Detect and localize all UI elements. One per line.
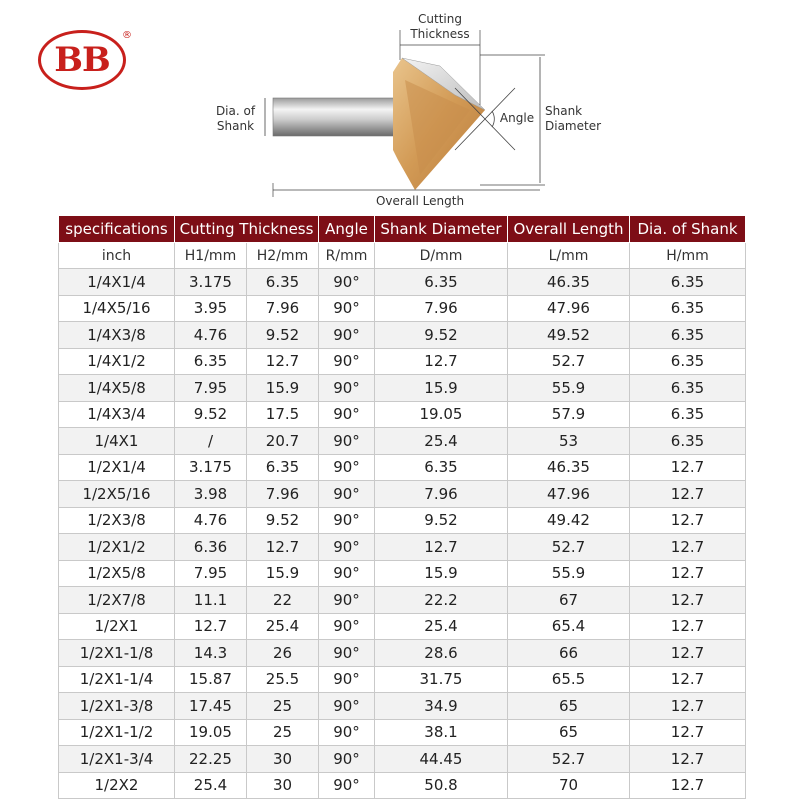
table-cell: 65.5 (508, 666, 630, 693)
table-cell: 1/4X1/2 (59, 348, 175, 375)
table-cell: 90° (319, 481, 375, 508)
table-cell: 15.9 (375, 560, 508, 587)
registered-mark: ® (122, 30, 132, 41)
table-row (59, 428, 746, 455)
table-cell: 90° (319, 772, 375, 799)
unit-cell: H/mm (630, 243, 746, 269)
header-cutting-thickness: Cutting Thickness (175, 216, 319, 243)
table-row (59, 534, 746, 561)
table-cell: 12.7 (630, 613, 746, 640)
table-cell: 44.45 (375, 746, 508, 773)
cutting-thickness-label (400, 12, 480, 42)
table-cell: 12.7 (375, 348, 508, 375)
spec-table (58, 215, 746, 799)
table-cell: 15.9 (375, 375, 508, 402)
table-cell: 25.4 (175, 772, 247, 799)
table-cell: 90° (319, 534, 375, 561)
table-row (59, 640, 746, 667)
table-cell: 12.7 (630, 560, 746, 587)
table-row (59, 746, 746, 773)
table-cell: 90° (319, 587, 375, 614)
table-cell: 38.1 (375, 719, 508, 746)
table-cell: 1/4X5/8 (59, 375, 175, 402)
table-cell: 90° (319, 666, 375, 693)
table-cell: 3.95 (175, 295, 247, 322)
table-cell: 3.175 (175, 454, 247, 481)
table-cell: 90° (319, 746, 375, 773)
table-cell: 1/2X1/2 (59, 534, 175, 561)
table-cell: 15.9 (247, 560, 319, 587)
dia-of-shank-line2: Shank (216, 119, 255, 133)
table-cell: 6.36 (175, 534, 247, 561)
table-cell: / (175, 428, 247, 455)
table-cell: 12.7 (247, 348, 319, 375)
table-cell: 9.52 (247, 507, 319, 534)
table-cell: 6.35 (630, 375, 746, 402)
header-dia-of-shank: Dia. of Shank (630, 216, 746, 243)
table-row (59, 481, 746, 508)
table-cell: 11.1 (175, 587, 247, 614)
table-cell: 1/2X1 (59, 613, 175, 640)
table-cell: 12.7 (630, 587, 746, 614)
table-cell: 90° (319, 507, 375, 534)
table-cell: 3.98 (175, 481, 247, 508)
table-cell: 12.7 (175, 613, 247, 640)
table-cell: 1/4X1 (59, 428, 175, 455)
table-cell: 57.9 (508, 401, 630, 428)
table-cell: 19.05 (375, 401, 508, 428)
table-cell: 12.7 (375, 534, 508, 561)
table-cell: 7.96 (375, 481, 508, 508)
table-cell: 6.35 (630, 401, 746, 428)
table-cell: 28.6 (375, 640, 508, 667)
table-row (59, 295, 746, 322)
table-cell: 25 (247, 719, 319, 746)
table-cell: 90° (319, 613, 375, 640)
table-cell: 12.7 (630, 534, 746, 561)
table-cell: 90° (319, 428, 375, 455)
cutting-thickness-line2: Thickness (410, 27, 470, 41)
cutting-thickness-line1: Cutting (418, 12, 462, 26)
table-cell: 52.7 (508, 348, 630, 375)
table-cell: 12.7 (630, 772, 746, 799)
table-row (59, 507, 746, 534)
unit-cell: inch (59, 243, 175, 269)
table-row (59, 560, 746, 587)
table-cell: 6.35 (630, 428, 746, 455)
table-cell: 90° (319, 719, 375, 746)
table-cell: 15.9 (247, 375, 319, 402)
table-cell: 90° (319, 322, 375, 349)
logo-text: BB (54, 40, 110, 80)
table-row (59, 613, 746, 640)
table-cell: 90° (319, 401, 375, 428)
table-row (59, 322, 746, 349)
table-cell: 1/2X1-1/4 (59, 666, 175, 693)
table-row (59, 693, 746, 720)
table-cell: 6.35 (247, 269, 319, 296)
table-cell: 19.05 (175, 719, 247, 746)
table-cell: 90° (319, 348, 375, 375)
table-cell: 49.52 (508, 322, 630, 349)
table-cell: 53 (508, 428, 630, 455)
table-cell: 1/2X1-3/4 (59, 746, 175, 773)
table-row (59, 269, 746, 296)
table-cell: 7.96 (247, 481, 319, 508)
table-cell: 90° (319, 295, 375, 322)
table-cell: 90° (319, 269, 375, 296)
table-cell: 12.7 (247, 534, 319, 561)
dia-of-shank-label (208, 104, 263, 134)
unit-cell: R/mm (319, 243, 375, 269)
table-cell: 7.95 (175, 375, 247, 402)
shank-diameter-line2: Diameter (545, 119, 602, 133)
table-cell: 6.35 (630, 295, 746, 322)
table-cell: 17.45 (175, 693, 247, 720)
table-cell: 52.7 (508, 746, 630, 773)
table-cell: 52.7 (508, 534, 630, 561)
table-cell: 6.35 (375, 454, 508, 481)
header-angle: Angle (319, 216, 375, 243)
table-cell: 7.96 (247, 295, 319, 322)
table-cell: 6.35 (630, 348, 746, 375)
table-row (59, 454, 746, 481)
table-cell: 1/2X1-1/2 (59, 719, 175, 746)
table-cell: 17.5 (247, 401, 319, 428)
table-cell: 12.7 (630, 666, 746, 693)
table-cell: 12.7 (630, 507, 746, 534)
shank-diameter-line1: Shank (545, 104, 583, 118)
table-cell: 1/4X3/8 (59, 322, 175, 349)
table-cell: 9.52 (375, 322, 508, 349)
table-cell: 6.35 (375, 269, 508, 296)
table-row (59, 401, 746, 428)
table-cell: 1/4X5/16 (59, 295, 175, 322)
table-cell: 90° (319, 693, 375, 720)
table-cell: 67 (508, 587, 630, 614)
table-cell: 25.4 (375, 428, 508, 455)
table-cell: 30 (247, 746, 319, 773)
table-cell: 1/2X7/8 (59, 587, 175, 614)
table-cell: 49.42 (508, 507, 630, 534)
table-cell: 1/2X1/4 (59, 454, 175, 481)
angle-label: Angle (499, 111, 535, 125)
table-row (59, 375, 746, 402)
table-cell: 55.9 (508, 375, 630, 402)
table-row (59, 719, 746, 746)
table-cell: 1/2X2 (59, 772, 175, 799)
table-cell: 90° (319, 454, 375, 481)
table-cell: 20.7 (247, 428, 319, 455)
table-cell: 22.2 (375, 587, 508, 614)
unit-cell: D/mm (375, 243, 508, 269)
table-cell: 65 (508, 719, 630, 746)
table-cell: 1/2X1-1/8 (59, 640, 175, 667)
table-cell: 1/2X1-3/8 (59, 693, 175, 720)
table-cell: 55.9 (508, 560, 630, 587)
header-shank-diameter: Shank Diameter (375, 216, 508, 243)
table-cell: 65.4 (508, 613, 630, 640)
table-cell: 1/2X5/16 (59, 481, 175, 508)
unit-cell: H1/mm (175, 243, 247, 269)
table-cell: 12.7 (630, 481, 746, 508)
table-cell: 25.4 (375, 613, 508, 640)
table-cell: 34.9 (375, 693, 508, 720)
table-cell: 25.5 (247, 666, 319, 693)
table-cell: 50.8 (375, 772, 508, 799)
table-cell: 9.52 (247, 322, 319, 349)
table-cell: 25 (247, 693, 319, 720)
table-cell: 65 (508, 693, 630, 720)
table-cell: 6.35 (630, 322, 746, 349)
table-row (59, 348, 746, 375)
table-cell: 1/4X1/4 (59, 269, 175, 296)
table-cell: 1/2X5/8 (59, 560, 175, 587)
table-row (59, 587, 746, 614)
unit-cell: L/mm (508, 243, 630, 269)
table-cell: 46.35 (508, 269, 630, 296)
table-cell: 1/2X3/8 (59, 507, 175, 534)
table-cell: 3.175 (175, 269, 247, 296)
table-cell: 46.35 (508, 454, 630, 481)
table-cell: 22.25 (175, 746, 247, 773)
table-cell: 4.76 (175, 322, 247, 349)
unit-cell: H2/mm (247, 243, 319, 269)
table-cell: 1/4X3/4 (59, 401, 175, 428)
table-cell: 12.7 (630, 746, 746, 773)
table-cell: 12.7 (630, 454, 746, 481)
table-cell: 66 (508, 640, 630, 667)
table-cell: 6.35 (247, 454, 319, 481)
table-cell: 12.7 (630, 693, 746, 720)
table-cell: 7.95 (175, 560, 247, 587)
shank-shape (273, 98, 395, 136)
table-cell: 90° (319, 640, 375, 667)
table-cell: 25.4 (247, 613, 319, 640)
header-row (59, 216, 746, 243)
dia-of-shank-line1: Dia. of (215, 104, 256, 118)
table-cell: 6.35 (175, 348, 247, 375)
table-cell: 14.3 (175, 640, 247, 667)
table-row (59, 772, 746, 799)
table-cell: 90° (319, 560, 375, 587)
table-cell: 30 (247, 772, 319, 799)
table-cell: 31.75 (375, 666, 508, 693)
table-cell: 9.52 (175, 401, 247, 428)
table-cell: 47.96 (508, 481, 630, 508)
table-cell: 7.96 (375, 295, 508, 322)
table-cell: 12.7 (630, 719, 746, 746)
table-cell: 22 (247, 587, 319, 614)
table-cell: 70 (508, 772, 630, 799)
overall-length-label: Overall Length (375, 194, 465, 208)
table-cell: 15.87 (175, 666, 247, 693)
header-overall-length: Overall Length (508, 216, 630, 243)
table-cell: 47.96 (508, 295, 630, 322)
header-specifications: specifications (59, 216, 175, 243)
table-cell: 12.7 (630, 640, 746, 667)
table-row (59, 666, 746, 693)
table-cell: 90° (319, 375, 375, 402)
table-cell: 9.52 (375, 507, 508, 534)
spec-table-body (59, 269, 746, 799)
table-cell: 26 (247, 640, 319, 667)
units-row (59, 243, 746, 269)
table-cell: 4.76 (175, 507, 247, 534)
table-cell: 6.35 (630, 269, 746, 296)
shank-diameter-label (545, 104, 605, 134)
